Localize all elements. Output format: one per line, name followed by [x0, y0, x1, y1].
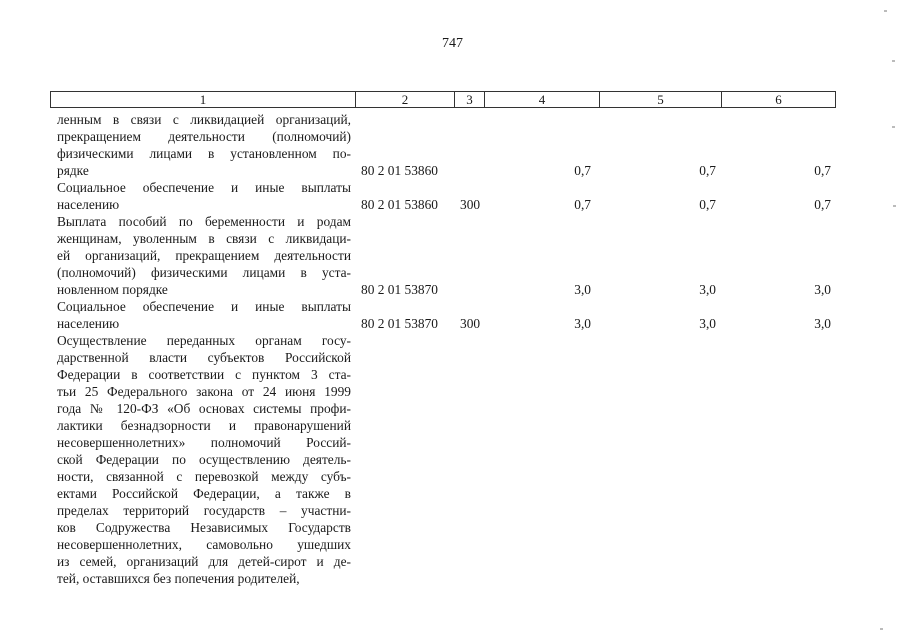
row-code: 80 2 01 53870 [361, 316, 438, 331]
row-value-col4: 0,7 [574, 197, 591, 212]
row-code: 80 2 01 53860 [361, 197, 438, 212]
description-line: из семей, организаций для детей-сирот и де- [57, 554, 351, 569]
description-line: (полномочий) физическими лицами в уста- [57, 265, 351, 280]
row-value-col5: 0,7 [699, 163, 716, 178]
row-value-col5: 0,7 [699, 197, 716, 212]
description-line: тьи 25 Федерального закона от 24 июня 1999 [57, 384, 351, 399]
table-header-row [50, 91, 836, 108]
table-row [57, 298, 837, 332]
description-line: года № 120-ФЗ «Об основах системы профи- [57, 401, 351, 416]
description-line: дарственной власти субъектов Российской [57, 350, 351, 365]
row-value-col5: 3,0 [699, 282, 716, 297]
description-line: ской Федерации по осуществлению деятель- [57, 452, 351, 467]
row-description [57, 179, 351, 213]
description-line: прекращением деятельности (полномочий) [57, 129, 351, 144]
page-number: 747 [442, 36, 463, 51]
row-value-col6: 3,0 [814, 316, 831, 331]
description-line: пределах территорий государств – участни- [57, 503, 351, 518]
table-header-cell: 1 [199, 92, 207, 107]
description-line: населению [57, 316, 120, 331]
row-value-col5: 3,0 [699, 316, 716, 331]
table-header-cell: 4 [484, 92, 599, 107]
description-line: ленным в связи с ликвидацией организаций, [57, 112, 351, 127]
table-header-cell: 3 [454, 92, 484, 107]
description-line: физическими лицами в установленном по- [57, 146, 351, 161]
scan-speck [893, 205, 896, 207]
table-header-cell: 2 [355, 92, 454, 107]
scan-speck [892, 60, 895, 62]
scan-speck [880, 628, 883, 630]
row-value-col4: 0,7 [574, 163, 591, 178]
description-line: новленном порядке [57, 282, 168, 297]
scan-speck [892, 126, 895, 128]
description-line: Социальное обеспечение и иные выплаты [57, 180, 351, 195]
row-code: 80 2 01 53870 [361, 282, 438, 297]
row-value-col4: 3,0 [574, 316, 591, 331]
description-line: ектами Российской Федерации, а также в [57, 486, 351, 501]
description-line: лактики безнадзорности и правонарушений [57, 418, 351, 433]
table-row [57, 213, 837, 298]
description-line: Социальное обеспечение и иные выплаты [57, 299, 351, 314]
row-description [57, 213, 351, 298]
row-description [57, 332, 351, 587]
row-value-col6: 0,7 [814, 163, 831, 178]
row-description [57, 298, 351, 332]
description-line: населению [57, 197, 120, 212]
row-code: 80 2 01 53860 [361, 163, 438, 178]
table-body [57, 111, 837, 587]
row-expense-type: 300 [460, 197, 481, 212]
table-header-cell: 5 [599, 92, 721, 107]
table-row [57, 179, 837, 213]
table-row [57, 111, 837, 179]
row-expense-type: 300 [460, 316, 481, 331]
description-line: ности, связанной с перевозкой между субъ- [57, 469, 351, 484]
row-value-col6: 0,7 [814, 197, 831, 212]
row-value-col6: 3,0 [814, 282, 831, 297]
description-line: тей, оставшихся без попечения родителей, [57, 571, 300, 586]
row-value-col4: 3,0 [574, 282, 591, 297]
description-line: рядке [57, 163, 89, 178]
description-line: Осуществление переданных органам госу- [57, 333, 351, 348]
description-line: несовершеннолетних» полномочий Россий- [57, 435, 351, 450]
scan-speck [884, 10, 887, 12]
table-header-cell: 6 [721, 92, 835, 107]
row-description [57, 111, 351, 179]
description-line: женщинам, уволенным в связи с ликвидаци- [57, 231, 351, 246]
description-line: Федерации в соответствии с пунктом 3 ста- [57, 367, 351, 382]
description-line: ей организаций, прекращением деятельности [57, 248, 351, 263]
description-line: ков Содружества Независимых Государств [57, 520, 351, 535]
description-line: несовершеннолетних, самовольно ушедших [57, 537, 351, 552]
description-line: Выплата пособий по беременности и родам [57, 214, 351, 229]
table-row [57, 332, 837, 587]
